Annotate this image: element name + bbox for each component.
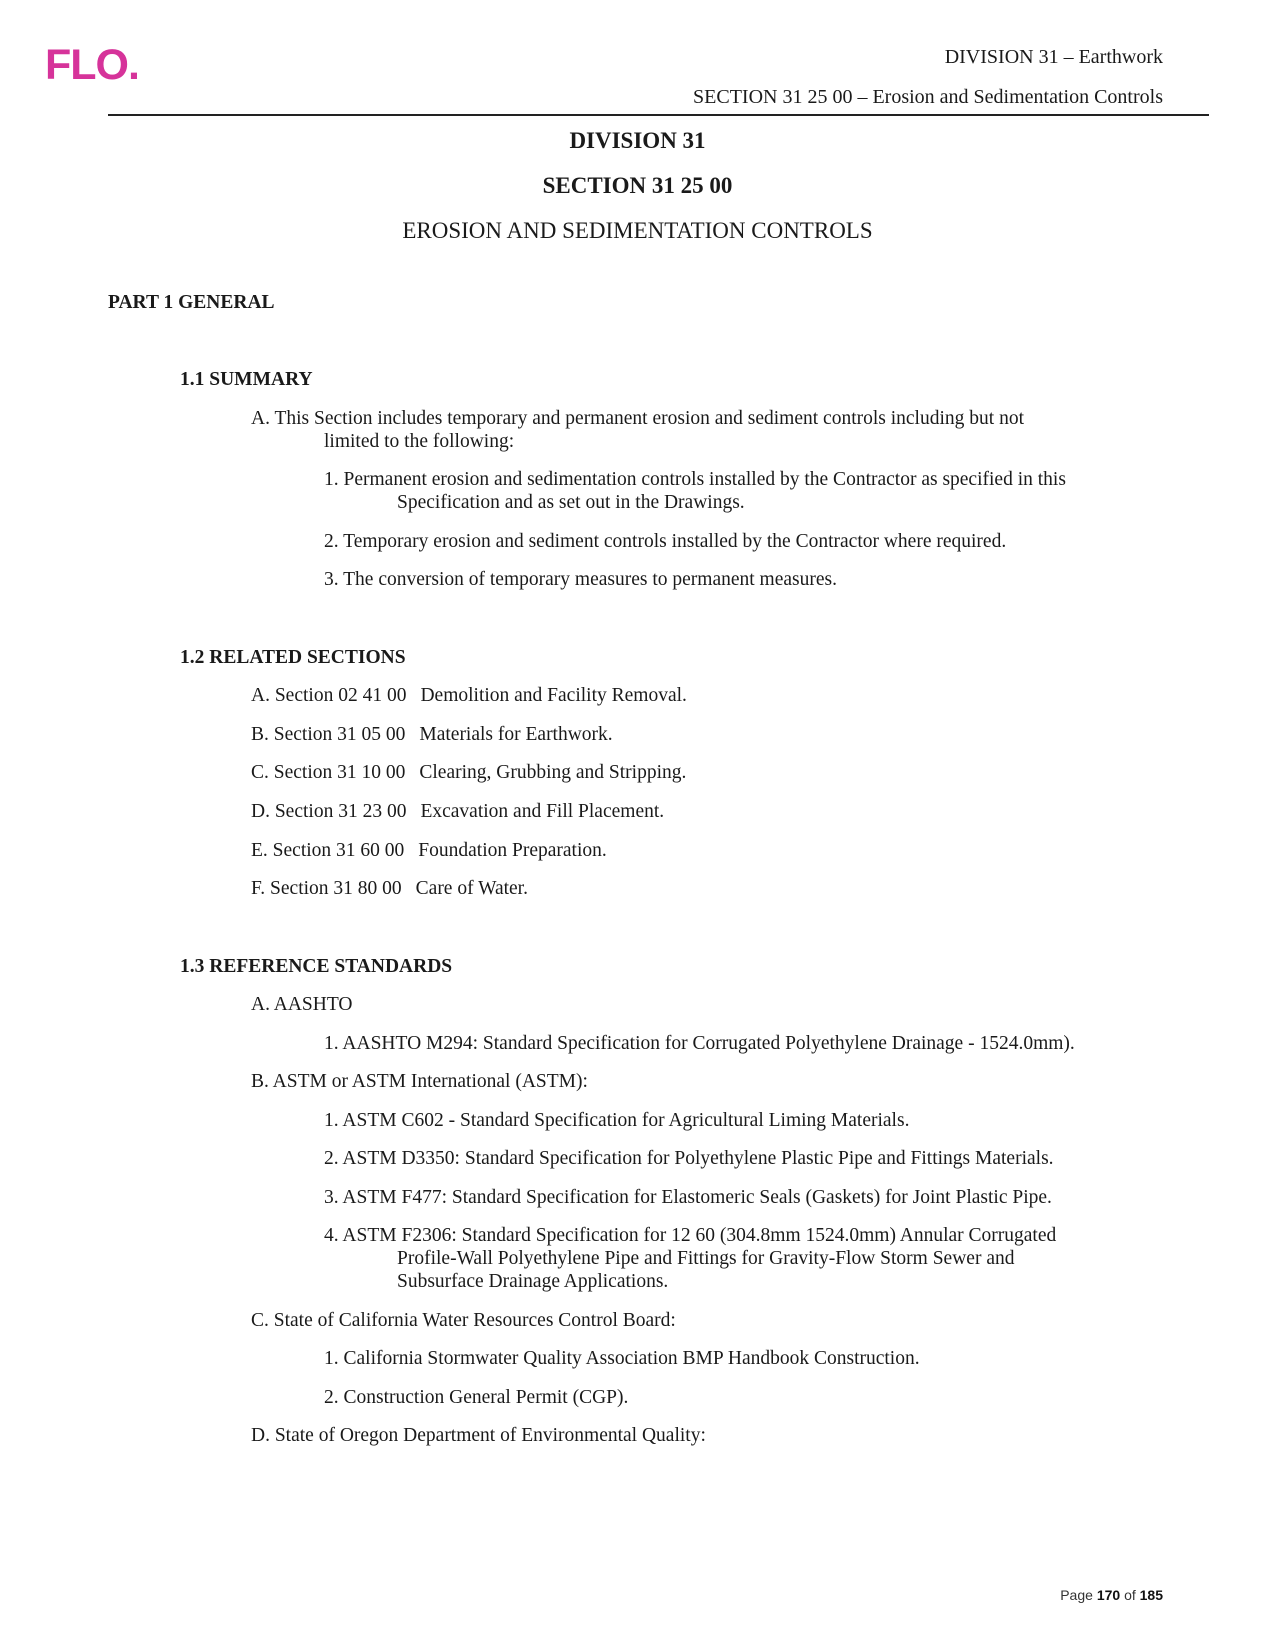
title-section: SECTION 31 25 00 [542, 173, 733, 198]
standards-subitem-4-line1: 4. ASTM F2306: Standard Specification for 12 60 (304.8mm 1524.0mm) Annular Corrugated [324, 1225, 1057, 1246]
header-rule [108, 114, 1209, 116]
related-item [251, 839, 607, 863]
related-title: Materials for Earthwork. [419, 724, 613, 745]
section-heading-standards: 1.3 REFERENCE STANDARDS [180, 956, 453, 977]
flo-logo: FLO. [45, 41, 139, 89]
related-item [251, 723, 613, 747]
related-title: Care of Water. [415, 878, 528, 899]
related-ref: E. Section 31 60 00 [251, 840, 405, 861]
standards-subitem-4-line3: Subsurface Drainage Applications. [397, 1271, 669, 1292]
standards-item-d: D. State of Oregon Department of Environmental Quality: [251, 1425, 706, 1446]
related-title: Excavation and Fill Placement. [420, 801, 665, 822]
standards-subitem: 2. Construction General Permit (CGP). [324, 1387, 629, 1408]
related-item [251, 684, 687, 708]
related-ref: B. Section 31 05 00 [251, 724, 406, 745]
summary-subitem-1-line1: 1. Permanent erosion and sedimentation controls installed by the Contractor as specified in this [324, 469, 1066, 490]
section-heading-summary: 1.1 SUMMARY [180, 369, 313, 390]
standards-subitem: 2. ASTM D3350: Standard Specification for Polyethylene Plastic Pipe and Fittings Materials. [324, 1148, 1054, 1169]
related-title: Clearing, Grubbing and Stripping. [419, 762, 687, 783]
related-item [251, 800, 664, 824]
standards-subitem-4-line2: Profile-Wall Polyethylene Pipe and Fittings for Gravity-Flow Storm Sewer and [397, 1248, 1015, 1269]
page-of: of [1124, 1587, 1136, 1603]
summary-subitem-3: 3. The conversion of temporary measures to permanent measures. [324, 569, 837, 590]
related-ref: A. Section 02 41 00 [251, 685, 407, 706]
standards-item-c: C. State of California Water Resources Control Board: [251, 1310, 676, 1331]
page-total: 185 [1139, 1587, 1163, 1603]
summary-item-a-line2: limited to the following: [324, 431, 515, 452]
standards-subitem: 1. California Stormwater Quality Association BMP Handbook Construction. [324, 1348, 920, 1369]
standards-subitem: 1. ASTM C602 - Standard Specification for Agricultural Liming Materials. [324, 1110, 910, 1131]
summary-item-a-line1: A. This Section includes temporary and permanent erosion and sediment controls including but not [251, 408, 1024, 429]
title-name: EROSION AND SEDIMENTATION CONTROLS [402, 218, 873, 243]
page-number [1060, 1587, 1163, 1603]
standards-subitem: 1. AASHTO M294: Standard Specification for Corrugated Polyethylene Drainage - 1524.0mm). [324, 1033, 1075, 1054]
title-division: DIVISION 31 [569, 128, 706, 153]
page-current: 170 [1096, 1587, 1121, 1603]
page-prefix: Page [1060, 1587, 1093, 1603]
related-title: Demolition and Facility Removal. [420, 685, 687, 706]
standards-subitem: 3. ASTM F477: Standard Specification for Elastomeric Seals (Gaskets) for Joint Plastic Pipe. [324, 1187, 1052, 1208]
summary-subitem-2: 2. Temporary erosion and sediment controls installed by the Contractor where required. [324, 531, 1007, 552]
related-ref: C. Section 31 10 00 [251, 762, 406, 783]
standards-item-b: B. ASTM or ASTM International (ASTM): [251, 1071, 588, 1092]
header-section: SECTION 31 25 00 – Erosion and Sedimentation Controls [693, 86, 1163, 108]
related-item [251, 761, 686, 785]
related-item [251, 877, 528, 901]
related-title: Foundation Preparation. [418, 840, 607, 861]
part-heading: PART 1 GENERAL [108, 292, 275, 313]
standards-item-a: A. AASHTO [251, 994, 353, 1015]
related-ref: D. Section 31 23 00 [251, 801, 407, 822]
related-ref: F. Section 31 80 00 [251, 878, 402, 899]
header-division: DIVISION 31 – Earthwork [944, 46, 1163, 68]
summary-subitem-1-line2: Specification and as set out in the Drawings. [397, 492, 745, 513]
section-heading-related: 1.2 RELATED SECTIONS [180, 647, 406, 668]
